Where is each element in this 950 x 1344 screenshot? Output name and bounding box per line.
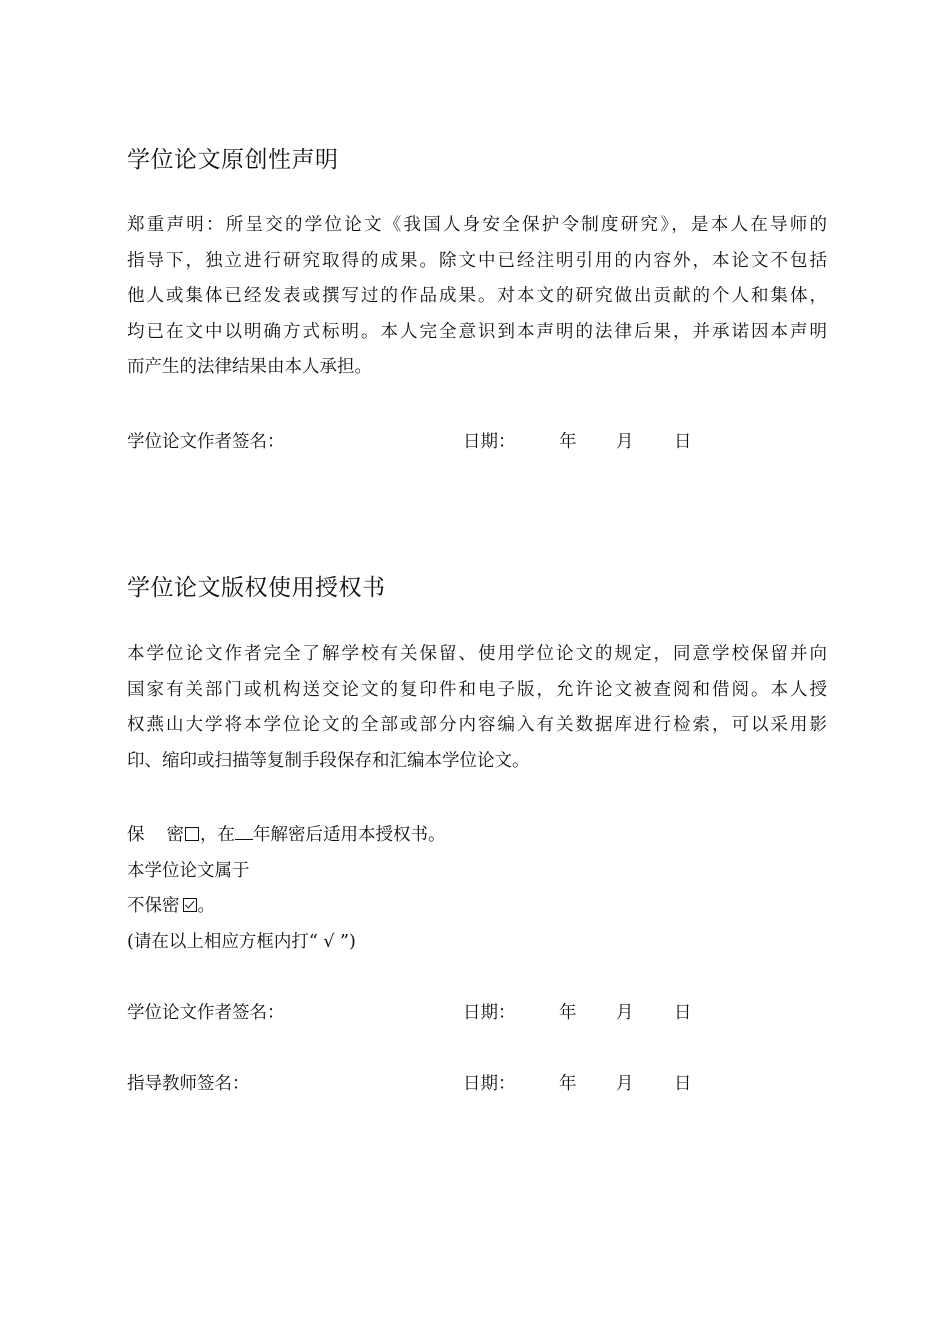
month-label: 月	[616, 1003, 634, 1023]
paragraph-line: 而产生的法律结果由本人承担。	[127, 357, 372, 377]
authorization-author-signature-row	[127, 999, 727, 1023]
paragraph-line: 郑重声明：所呈交的学位论文《我国人身安全保护令制度研究》，是本人在导师的	[127, 215, 827, 235]
copyright-authorization-paragraph	[127, 637, 827, 779]
paragraph-line: 他人或集体已经发表或撰写过的作品成果。对本文的研究做出贡献的个人和集体，	[127, 286, 827, 306]
confidential-label-part: 保	[127, 825, 145, 845]
year-label: 年	[559, 432, 577, 452]
month-label: 月	[616, 1074, 634, 1094]
author-signature-label: 学位论文作者签名：	[127, 432, 285, 452]
paragraph-line: 权燕山大学将本学位论文的全部或部分内容编入有关数据库进行检索，可以采用影	[127, 715, 827, 735]
confidential-after-box: ，在	[200, 825, 235, 845]
year-label: 年	[559, 1074, 577, 1094]
belongs-to-line: 本学位论文属于	[127, 861, 250, 881]
confidential-checkbox[interactable]	[185, 827, 199, 841]
paragraph-line: 本学位论文作者完全了解学校有关保留、使用学位论文的规定，同意学校保留并向	[127, 644, 827, 664]
paragraph-line: 国家有关部门或机构送交论文的复印件和电子版，允许论文被查阅和借阅。本人授	[127, 679, 827, 700]
confidential-after-blank: 年解密后适用本授权书。	[253, 825, 446, 845]
paragraph-line: 指导下，独立进行研究取得的成果。除文中已经注明引用的内容外，本论文不包括	[127, 250, 827, 271]
not-confidential-checkbox[interactable]	[183, 898, 197, 912]
month-label: 月	[616, 432, 634, 452]
date-label: 日期：	[463, 432, 516, 452]
day-label: 日	[674, 1003, 692, 1023]
paragraph-line: 均已在文中以明确方式标明。本人完全意识到本声明的法律后果，并承诺因本声明	[127, 321, 827, 342]
day-label: 日	[674, 432, 692, 452]
author-signature-label: 学位论文作者签名：	[127, 1003, 285, 1023]
not-confidential-label: 不保密	[127, 896, 180, 916]
not-confidential-option-line	[127, 892, 215, 917]
copyright-authorization-title: 学位论文版权使用授权书	[127, 575, 386, 601]
confidential-label-part: 密	[166, 825, 184, 845]
checkbox-instruction: (请在以上相应方框内打“ √ ”)	[127, 932, 356, 952]
originality-declaration-title: 学位论文原创性声明	[127, 147, 339, 173]
date-label: 日期：	[463, 1074, 516, 1094]
advisor-signature-row	[127, 1070, 727, 1094]
declaration-signature-row	[127, 428, 727, 452]
year-label: 年	[559, 1003, 577, 1023]
confidential-option-line	[127, 821, 446, 846]
years-blank-field[interactable]	[235, 825, 253, 840]
originality-declaration-paragraph	[127, 208, 827, 386]
day-label: 日	[674, 1074, 692, 1094]
date-label: 日期：	[463, 1003, 516, 1023]
advisor-signature-label: 指导教师签名：	[127, 1074, 250, 1094]
paragraph-line: 印、缩印或扫描等复制手段保存和汇编本学位论文。	[127, 750, 530, 771]
not-confidential-after-box: 。	[197, 896, 215, 916]
